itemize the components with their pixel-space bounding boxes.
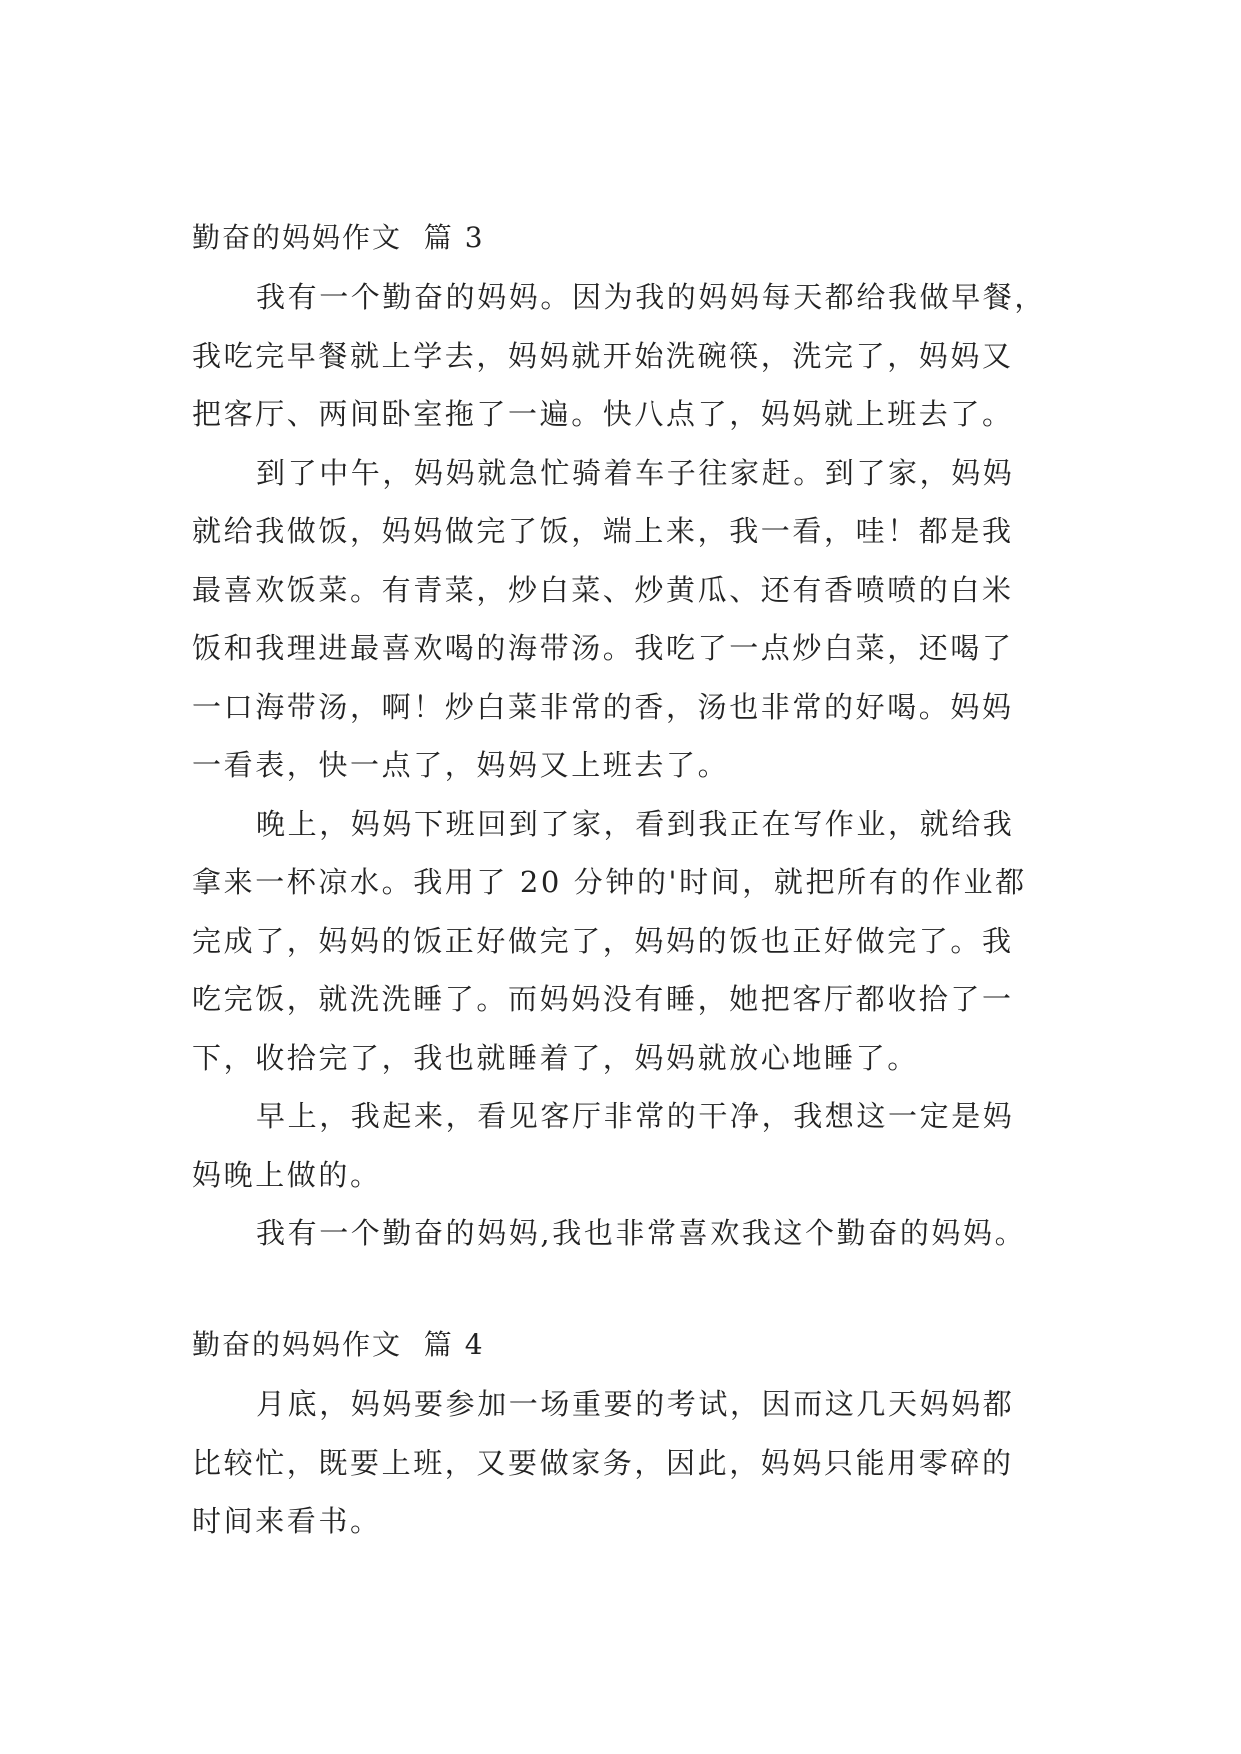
text-line: 吃完饭，就洗洗睡了。而妈妈没有睡，她把客厅都收拾了一	[192, 982, 1014, 1016]
text-line: 晚上，妈妈下班回到了家，看到我正在写作业，就给我	[256, 806, 1015, 841]
text-line: 拿来一杯凉水。我用了 20 分钟的'时间，就把所有的作业都	[192, 865, 1027, 899]
paragraph	[192, 1375, 1072, 1551]
essay-section-4	[192, 1325, 1072, 1551]
text-line: 一看表，快一点了，妈妈又上班去了。	[192, 748, 730, 782]
paragraph	[192, 1204, 1072, 1263]
text-line: 早上，我起来，看见客厅非常的干净，我想这一定是妈	[256, 1099, 1015, 1133]
text-line: 到了中午，妈妈就急忙骑着车子往家赶。到了家，妈妈	[256, 455, 1015, 490]
section-heading: 勤奋的妈妈作文 篇 4	[192, 1328, 485, 1361]
text-line: 月底，妈妈要参加一场重要的考试，因而这几天妈妈都	[256, 1387, 1015, 1421]
essay-section-3	[192, 218, 1072, 1263]
text-line: 把客厅、两间卧室拖了一遍。快八点了，妈妈就上班去了。	[192, 397, 1014, 431]
text-line: 下，收拾完了，我也就睡着了，妈妈就放心地睡了。	[192, 1040, 919, 1075]
paragraph	[192, 444, 1072, 795]
text-line: 最喜欢饭菜。有青菜，炒白菜、炒黄瓜、还有香喷喷的白米	[192, 572, 1014, 607]
text-line: 比较忙，既要上班，又要做家务，因此，妈妈只能用零碎的	[192, 1445, 1014, 1480]
text-line: 我吃完早餐就上学去，妈妈就开始洗碗筷，洗完了，妈妈又	[192, 338, 1014, 373]
text-line: 妈晚上做的。	[192, 1157, 382, 1192]
text-line: 就给我做饭，妈妈做完了饭，端上来，我一看，哇！都是我	[192, 514, 1014, 548]
text-line: 我有一个勤奋的妈妈,我也非常喜欢我这个勤奋的妈妈。	[256, 1216, 1027, 1250]
section-heading: 勤奋的妈妈作文 篇 3	[192, 221, 485, 254]
text-line: 完成了，妈妈的饭正好做完了，妈妈的饭也正好做完了。我	[192, 923, 1014, 958]
text-line: 时间来看书。	[192, 1504, 382, 1538]
paragraph	[192, 1087, 1072, 1204]
text-line: 我有一个勤奋的妈妈。因为我的妈妈每天都给我做早餐，	[256, 280, 1047, 314]
text-line: 饭和我理进最喜欢喝的海带汤。我吃了一点炒白菜，还喝了	[192, 631, 1014, 665]
paragraph	[192, 268, 1072, 444]
text-line: 一口海带汤，啊！炒白菜非常的香，汤也非常的好喝。妈妈	[192, 689, 1014, 724]
paragraph	[192, 795, 1072, 1088]
